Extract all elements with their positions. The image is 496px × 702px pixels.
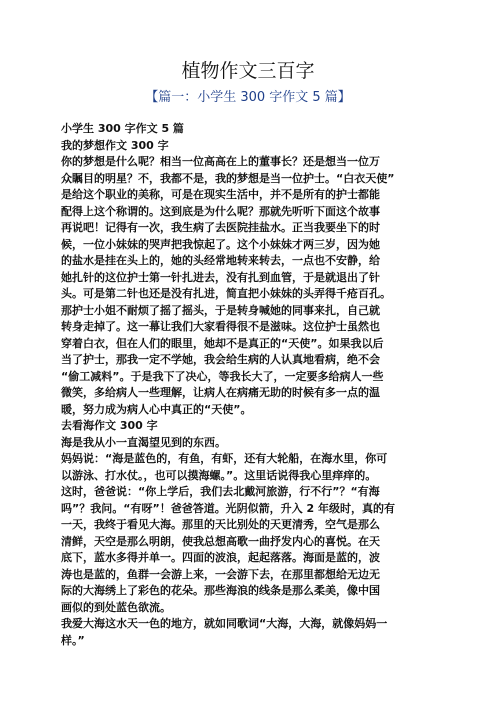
body-line: 我爱大海这水天一色的地方，就如同歌词“大海，大海，就像妈妈一	[61, 617, 388, 630]
body-line: 这时，爸爸说：“你上学后，我们去北戴河旅游，行不行”？“有海	[61, 485, 380, 498]
body-line: 暖，努力成为病人心中真正的“天使”。	[61, 402, 252, 416]
body-line: 去看海作文 300 字	[61, 419, 158, 432]
body-line: 微笑，多给病人一些理解，让病人在病痛无助的时候有多一点的温	[61, 386, 380, 399]
body-line: 妈妈说：“海是蓝色的，有鱼，有虾，还有大轮船，在海水里，你可	[61, 452, 388, 465]
body-line: 一天，我终于看见大海。那里的天比别处的天更清秀，空气是那么	[61, 518, 380, 531]
document-body	[61, 121, 433, 649]
body-line: 穿着白衣，但在人们的眼里，她却不是真正的“天使”。如果我以后	[61, 336, 384, 350]
body-line: 当了护士，那我一定不学她，我会给生病的人认真地看病，绝不会	[61, 353, 380, 366]
body-line: 转身走掉了。这一幕让我们大家看得很不是滋味。这位护士虽然也	[61, 320, 380, 333]
body-line: 海是我从小一直渴望见到的东西。	[61, 435, 226, 449]
body-line: 样。”	[61, 633, 85, 647]
body-line: 涛也是蓝的，鱼群一会游上来，一会游下去，在那里都想给无边无	[61, 567, 380, 581]
body-line: 她扎针的这位护士第一针扎进去，没有扎到血管，于是就退出了针	[61, 270, 380, 284]
document-subtitle: 【篇一：小学生 300 字作文 5 篇】	[145, 90, 351, 105]
body-line: 小学生 300 字作文 5 篇	[61, 122, 184, 135]
body-line: 吗”？我问。“有呀”！爸爸答道。光阴似箭，升入 2 年级时，真的有	[61, 501, 395, 515]
body-line: 是给这个职业的美称，可是在现实生活中，并不是所有的护士都能	[61, 188, 380, 201]
body-line: 那护士小姐不耐烦了摇了摇头，于是转身喊她的同事来扎，自己就	[61, 303, 380, 317]
body-line: 际的大海绣上了彩色的花朵。那些海浪的线条是那么柔美，像中国	[61, 584, 380, 597]
body-line: 你的梦想是什么呢？相当一位高高在上的董事长？还是想当一位万	[61, 155, 380, 168]
body-line: 众瞩目的明星？不，我都不是，我的梦想是当一位护士。“白衣天使”	[61, 171, 395, 185]
body-line: 再说吧！记得有一次，我生病了去医院挂盐水。正当我要坐下的时	[61, 221, 380, 234]
body-line: 配得上这个称谓的。这到底是为什么呢？那就先听听下面这个故事	[61, 204, 380, 218]
body-line: 以游泳、打水仗。，也可以摸海螺。”。这里话说得我心里痒痒的。	[61, 468, 377, 482]
body-line: 候，一位小妹妹的哭声把我惊起了。这个小妹妹才两三岁，因为她	[61, 237, 380, 251]
body-line: 清鲜，天空是那么明朗，使我总想高歌一曲抒发内心的喜悦。在天	[61, 534, 380, 548]
body-line: 底下，蓝水多得并单一。四面的波浪，起起落落。海面是蓝的，波	[61, 551, 380, 564]
body-line: 的盐水是挂在头上的，她的头经常地转来转去，一点也不安静，给	[61, 254, 380, 267]
page-title: 植物作文三百字	[181, 60, 315, 82]
body-line: 头。可是第二针也还是没有扎进，简直把小妹妹的头弄得千疮百孔。	[61, 287, 391, 300]
body-line: 画似的到处蓝色欲流。	[61, 600, 171, 614]
body-line: 我的梦想作文 300 字	[61, 138, 169, 152]
body-line: “偷工减料”。于是我下了决心，等我长大了，一定要多给病人一些	[61, 369, 384, 383]
